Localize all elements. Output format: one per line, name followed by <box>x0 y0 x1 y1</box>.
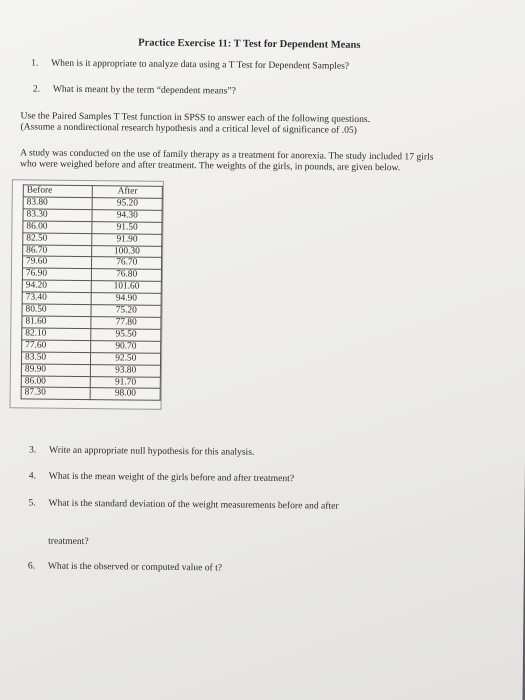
table-row <box>21 387 160 400</box>
table-row <box>22 328 161 341</box>
cell-after: 76.70 <box>92 257 162 270</box>
cell-before: 73.40 <box>22 292 92 305</box>
question-3 <box>29 445 445 461</box>
table-row <box>22 316 161 329</box>
cell-after: 92.50 <box>91 352 161 365</box>
weights-table-frame <box>10 179 164 410</box>
question-3-text: Write an appropriate null hypothesis for this analysis. <box>49 444 255 459</box>
question-4 <box>29 471 445 487</box>
cell-after: 76.80 <box>92 269 162 282</box>
table-header-row <box>23 185 162 198</box>
table-row <box>22 280 161 293</box>
question-5-text: What is the standard deviation of the weight measurements before and after <box>48 497 339 512</box>
question-5 <box>28 498 444 514</box>
table-row <box>23 221 162 234</box>
cell-after: 95.20 <box>93 197 163 210</box>
table-row <box>23 197 162 210</box>
cell-before: 82.50 <box>23 232 93 245</box>
cell-after: 75.20 <box>91 305 161 318</box>
question-1-text: When is it appropriate to analyze data using a T Test for Dependent Samples? <box>51 57 350 72</box>
table-row <box>23 209 162 222</box>
table-body <box>21 197 162 401</box>
cell-before: 81.60 <box>22 316 92 329</box>
cell-after: 91.50 <box>92 221 162 234</box>
question-4-number: 4. <box>28 470 37 482</box>
question-3-number: 3. <box>29 444 37 456</box>
cell-before: 79.60 <box>22 256 92 269</box>
table-row <box>22 256 161 269</box>
cell-after: 94.90 <box>92 293 162 306</box>
cell-before: 83.80 <box>23 197 93 210</box>
cell-after: 93.80 <box>91 364 161 377</box>
table-row <box>22 268 161 281</box>
question-5-number: 5. <box>28 497 36 509</box>
cell-after: 98.00 <box>91 388 161 401</box>
cell-before: 86.70 <box>23 244 93 257</box>
cell-after: 94.30 <box>92 209 162 222</box>
table-row <box>22 292 161 305</box>
cell-after: 95.50 <box>91 328 161 341</box>
table-row <box>23 244 162 257</box>
question-1-number: 1. <box>31 57 39 69</box>
cell-before: 83.30 <box>23 209 93 222</box>
cell-before: 89.90 <box>21 363 91 376</box>
cell-before: 77.60 <box>22 340 92 353</box>
table-row <box>22 340 161 353</box>
table-row <box>22 304 161 317</box>
table-row <box>21 375 160 388</box>
header-after: After <box>93 186 163 199</box>
cell-before: 82.10 <box>22 328 92 341</box>
question-5-continuation: treatment? <box>48 535 89 548</box>
study-description-paragraph: A study was conducted on the use of family therapy as a treatment for anorexia. The study included 17 girls who were weighed before and after treatment. The weights of the girls, in pounds, are given below. <box>20 147 434 174</box>
question-6-number: 6. <box>27 560 36 572</box>
cell-after: 90.70 <box>91 340 161 353</box>
cell-before: 87.30 <box>21 387 91 400</box>
question-2-text: What is meant by the term “dependent means”? <box>52 83 236 97</box>
question-2 <box>33 83 449 99</box>
cell-before: 86.00 <box>23 221 93 234</box>
question-6-text: What is the observed or computed value of t? <box>47 560 223 574</box>
cell-after: 91.70 <box>91 376 161 389</box>
worksheet-content <box>14 36 450 577</box>
question-2-number: 2. <box>32 83 41 95</box>
table-row <box>23 232 162 245</box>
cell-before: 86.00 <box>21 375 91 388</box>
cell-before: 94.20 <box>22 280 92 293</box>
question-1 <box>31 57 449 73</box>
cell-after: 91.90 <box>92 233 162 246</box>
cell-after: 101.60 <box>92 281 162 294</box>
cell-before: 80.50 <box>22 304 92 317</box>
question-4-text: What is the mean weight of the girls before and after treatment? <box>48 470 295 485</box>
table-row <box>21 352 160 365</box>
question-6 <box>28 561 444 577</box>
weights-table <box>21 184 163 401</box>
cell-before: 76.90 <box>22 268 92 281</box>
header-before: Before <box>23 185 93 198</box>
cell-after: 100.30 <box>92 245 162 258</box>
cell-after: 77.80 <box>91 317 161 330</box>
instructions-paragraph: Use the Paired Samples T Test function in SPSS to answer each of the following questions. (Assume a nondirectional research hypothesis and a critical level of significance of .05) <box>20 110 371 136</box>
table-row <box>21 363 160 376</box>
cell-before: 83.50 <box>21 352 91 365</box>
page-title: Practice Exercise 11: T Test for Dependent Means <box>138 37 361 51</box>
